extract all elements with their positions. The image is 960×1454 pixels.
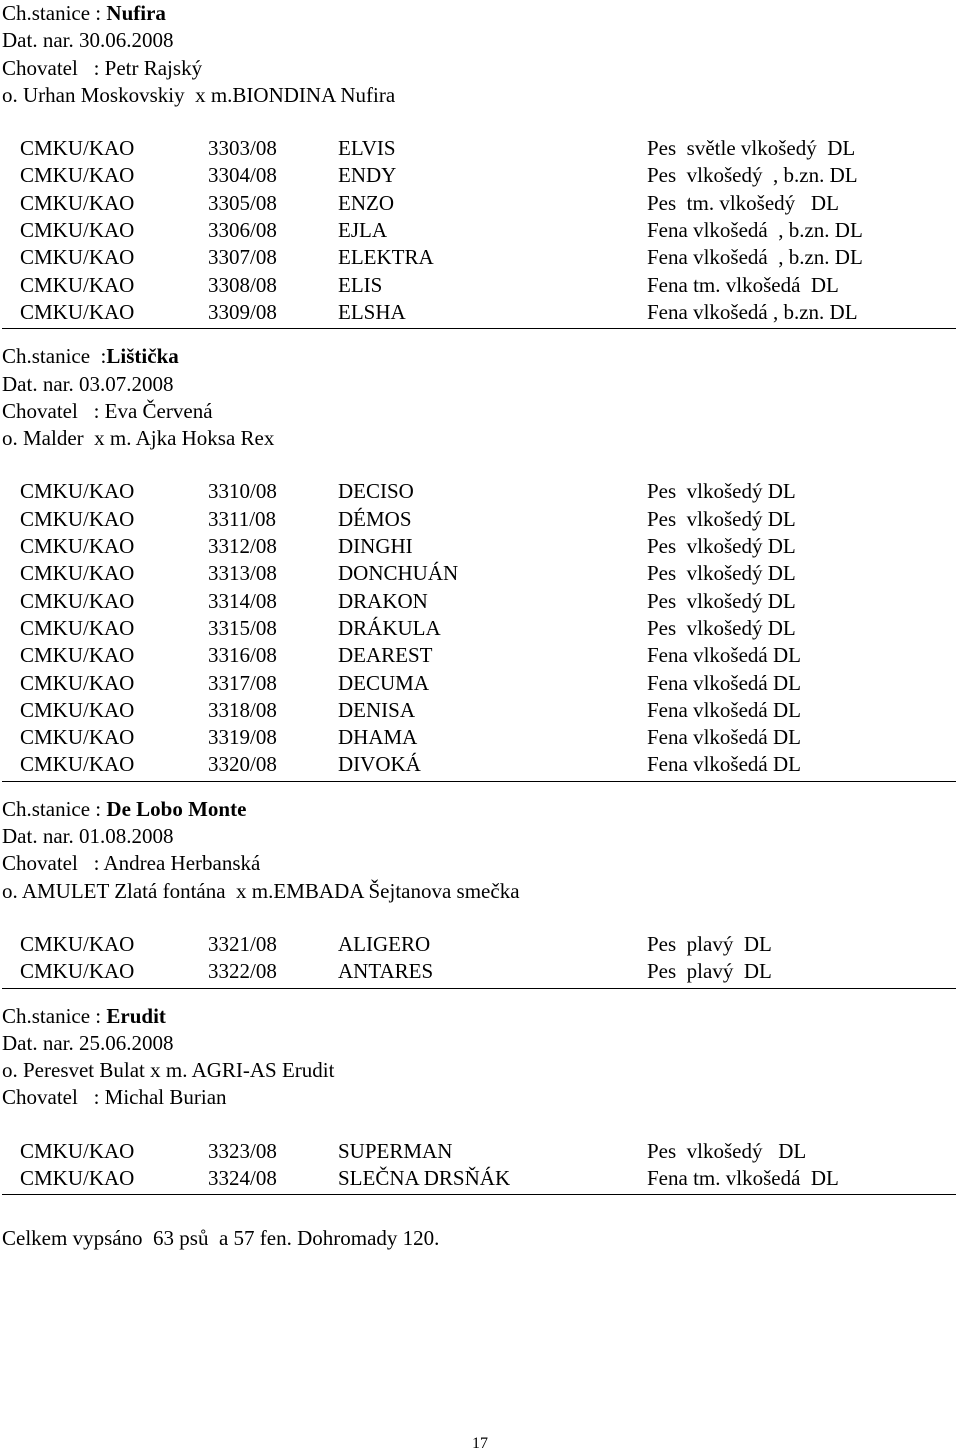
litter-section [2, 0, 958, 343]
sex-color-info: Pes vlkošedý DL [647, 479, 796, 504]
registry-code: CMKU/KAO [20, 588, 135, 613]
litter-info-line: Dat. nar. 25.06.2008 [2, 1030, 174, 1055]
registration-number: 3313/08 [208, 561, 277, 586]
sex-color-info: Fena vlkošedá , b.zn. DL [647, 245, 863, 270]
puppy-row [2, 217, 958, 244]
litter-info-line: o. Malder x m. Ajka Hoksa Rex [2, 426, 275, 451]
registration-number: 3315/08 [208, 615, 277, 640]
registration-number: 3319/08 [208, 725, 277, 750]
registry-code: CMKU/KAO [20, 190, 135, 215]
puppy-row [2, 272, 958, 299]
puppy-row [2, 724, 958, 751]
puppy-row [2, 299, 958, 326]
puppy-row [2, 1138, 958, 1165]
sex-color-info: Fena vlkošedá DL [647, 725, 801, 750]
registry-code: CMKU/KAO [20, 272, 135, 297]
litter-info-line: o. AMULET Zlatá fontána x m.EMBADA Šejtanova smečka [2, 878, 520, 903]
litter-info-line: Dat. nar. 01.08.2008 [2, 824, 174, 849]
puppy-row [2, 190, 958, 217]
puppy-name: ELSHA [338, 299, 406, 324]
puppy-row [2, 670, 958, 697]
registration-number: 3306/08 [208, 218, 277, 243]
sex-color-info: Fena vlkošedá DL [647, 752, 801, 777]
puppy-name: DRAKON [338, 588, 428, 613]
registration-number: 3310/08 [208, 479, 277, 504]
sex-color-info: Pes tm. vlkošedý DL [647, 190, 839, 215]
sex-color-info: Fena vlkošedá , b.zn. DL [647, 299, 858, 324]
puppy-name: DINGHI [338, 534, 413, 559]
sex-color-info: Pes plavý DL [647, 959, 772, 984]
kennel-heading [2, 0, 958, 27]
puppy-row [2, 560, 958, 587]
sex-color-info: Pes vlkošedý DL [647, 534, 796, 559]
puppy-row [2, 533, 958, 560]
registration-number: 3303/08 [208, 136, 277, 161]
puppy-name: DÉMOS [338, 506, 412, 531]
litter-info-line: Chovatel : Petr Rajský [2, 55, 203, 80]
page-number: 17 [472, 1435, 488, 1452]
registry-code: CMKU/KAO [20, 163, 135, 188]
puppy-name: ALIGERO [338, 931, 431, 956]
registry-code: CMKU/KAO [20, 670, 135, 695]
puppy-row [2, 642, 958, 669]
kennel-name: Lištička [106, 344, 179, 369]
sex-color-info: Pes vlkošedý DL [647, 1138, 807, 1163]
registry-code: CMKU/KAO [20, 1138, 135, 1163]
litter-info-line: Dat. nar. 03.07.2008 [2, 371, 174, 396]
puppy-name: DEAREST [338, 643, 433, 668]
sex-color-info: Fena vlkošedá DL [647, 643, 801, 668]
litter-info-line: Chovatel : Michal Burian [2, 1085, 227, 1110]
registration-number: 3304/08 [208, 163, 277, 188]
puppy-row [2, 697, 958, 724]
litter-section [2, 343, 958, 795]
puppy-row [2, 1165, 958, 1192]
litter-info-line: Dat. nar. 30.06.2008 [2, 28, 174, 53]
registry-code: CMKU/KAO [20, 218, 135, 243]
registration-number: 3314/08 [208, 588, 277, 613]
registry-code: CMKU/KAO [20, 506, 135, 531]
registration-number: 3309/08 [208, 299, 277, 324]
puppy-row [2, 244, 958, 271]
litter-info-line: Chovatel : Andrea Herbanská [2, 851, 261, 876]
puppy-name: ELIS [338, 272, 383, 297]
registration-number: 3320/08 [208, 752, 277, 777]
puppy-name: DHAMA [338, 725, 418, 750]
kennel-name: Nufira [106, 1, 166, 25]
puppy-row [2, 615, 958, 642]
puppy-name: DENISA [338, 697, 415, 722]
litter-info-line: Chovatel : Eva Červená [2, 398, 213, 423]
registry-code: CMKU/KAO [20, 697, 135, 722]
puppy-row [2, 135, 958, 162]
kennel-heading [2, 1003, 958, 1030]
puppy-row [2, 506, 958, 533]
puppy-name: DECUMA [338, 670, 430, 695]
kennel-name: Erudit [106, 1003, 166, 1028]
registry-code: CMKU/KAO [20, 245, 135, 270]
registration-number: 3322/08 [208, 959, 277, 984]
puppy-row [2, 931, 958, 958]
registration-number: 3312/08 [208, 534, 277, 559]
sex-color-info: Pes světle vlkošedý DL [647, 136, 856, 161]
registration-number: 3321/08 [208, 931, 277, 956]
puppy-row [2, 588, 958, 615]
registration-number: 3317/08 [208, 670, 277, 695]
registry-code: CMKU/KAO [20, 931, 135, 956]
kennel-name: De Lobo Monte [106, 796, 247, 821]
puppy-name: ELEKTRA [338, 245, 434, 270]
sex-color-info: Pes vlkošedý DL [647, 561, 796, 586]
registry-code: CMKU/KAO [20, 299, 135, 324]
puppy-name: ELVIS [338, 136, 396, 161]
puppy-name: ANTARES [338, 959, 434, 984]
registry-code: CMKU/KAO [20, 561, 135, 586]
kennel-label: Ch.stanice : [2, 1, 107, 25]
registration-number: 3308/08 [208, 272, 277, 297]
litter-sections [2, 0, 958, 1209]
puppy-name: DRÁKULA [338, 615, 441, 640]
total-summary: Celkem vypsáno 63 psů a 57 fen. Dohromady 120. [2, 1226, 440, 1251]
kennel-label: Ch.stanice : [2, 1003, 107, 1028]
registry-code: CMKU/KAO [20, 959, 135, 984]
kennel-heading [2, 796, 958, 823]
registration-number: 3311/08 [208, 506, 277, 531]
sex-color-info: Fena vlkošedá DL [647, 670, 801, 695]
puppy-name: DONCHUÁN [338, 561, 459, 586]
registry-code: CMKU/KAO [20, 534, 135, 559]
litter-section [2, 796, 958, 1003]
sex-color-info: Pes vlkošedý DL [647, 588, 796, 613]
registration-number: 3324/08 [208, 1165, 277, 1190]
sex-color-info: Fena tm. vlkošedá DL [647, 272, 839, 297]
registry-code: CMKU/KAO [20, 725, 135, 750]
registration-number: 3307/08 [208, 245, 277, 270]
registry-code: CMKU/KAO [20, 1165, 135, 1190]
document-page [2, 0, 958, 1253]
registry-code: CMKU/KAO [20, 136, 135, 161]
registry-code: CMKU/KAO [20, 479, 135, 504]
puppy-name: SLEČNA DRSŇÁK [338, 1165, 511, 1190]
puppy-name: DECISO [338, 479, 414, 504]
registry-code: CMKU/KAO [20, 615, 135, 640]
sex-color-info: Pes plavý DL [647, 931, 772, 956]
puppy-row [2, 751, 958, 778]
sex-color-info: Pes vlkošedý DL [647, 615, 796, 640]
registration-number: 3323/08 [208, 1138, 277, 1163]
puppy-row [2, 958, 958, 985]
registration-number: 3318/08 [208, 697, 277, 722]
puppy-name: ENZO [338, 190, 394, 215]
puppy-name: ENDY [338, 163, 397, 188]
puppy-row [2, 162, 958, 189]
sex-color-info: Fena vlkošedá , b.zn. DL [647, 218, 863, 243]
puppy-name: SUPERMAN [338, 1138, 453, 1163]
sex-color-info: Fena vlkošedá DL [647, 697, 801, 722]
puppy-name: DIVOKÁ [338, 752, 421, 777]
puppy-row [2, 478, 958, 505]
sex-color-info: Fena tm. vlkošedá DL [647, 1165, 839, 1190]
litter-info-line: o. Urhan Moskovskiy x m.BIONDINA Nufira [2, 82, 396, 107]
kennel-label: Ch.stanice : [2, 344, 107, 369]
registry-code: CMKU/KAO [20, 752, 135, 777]
registration-number: 3316/08 [208, 643, 277, 668]
puppy-name: EJLA [338, 218, 387, 243]
litter-section [2, 1003, 958, 1210]
kennel-heading [2, 343, 958, 370]
sex-color-info: Pes vlkošedý DL [647, 506, 796, 531]
litter-info-line: o. Peresvet Bulat x m. AGRI-AS Erudit [2, 1058, 335, 1083]
registry-code: CMKU/KAO [20, 643, 135, 668]
registration-number: 3305/08 [208, 190, 277, 215]
sex-color-info: Pes vlkošedý , b.zn. DL [647, 163, 858, 188]
kennel-label: Ch.stanice : [2, 796, 107, 821]
